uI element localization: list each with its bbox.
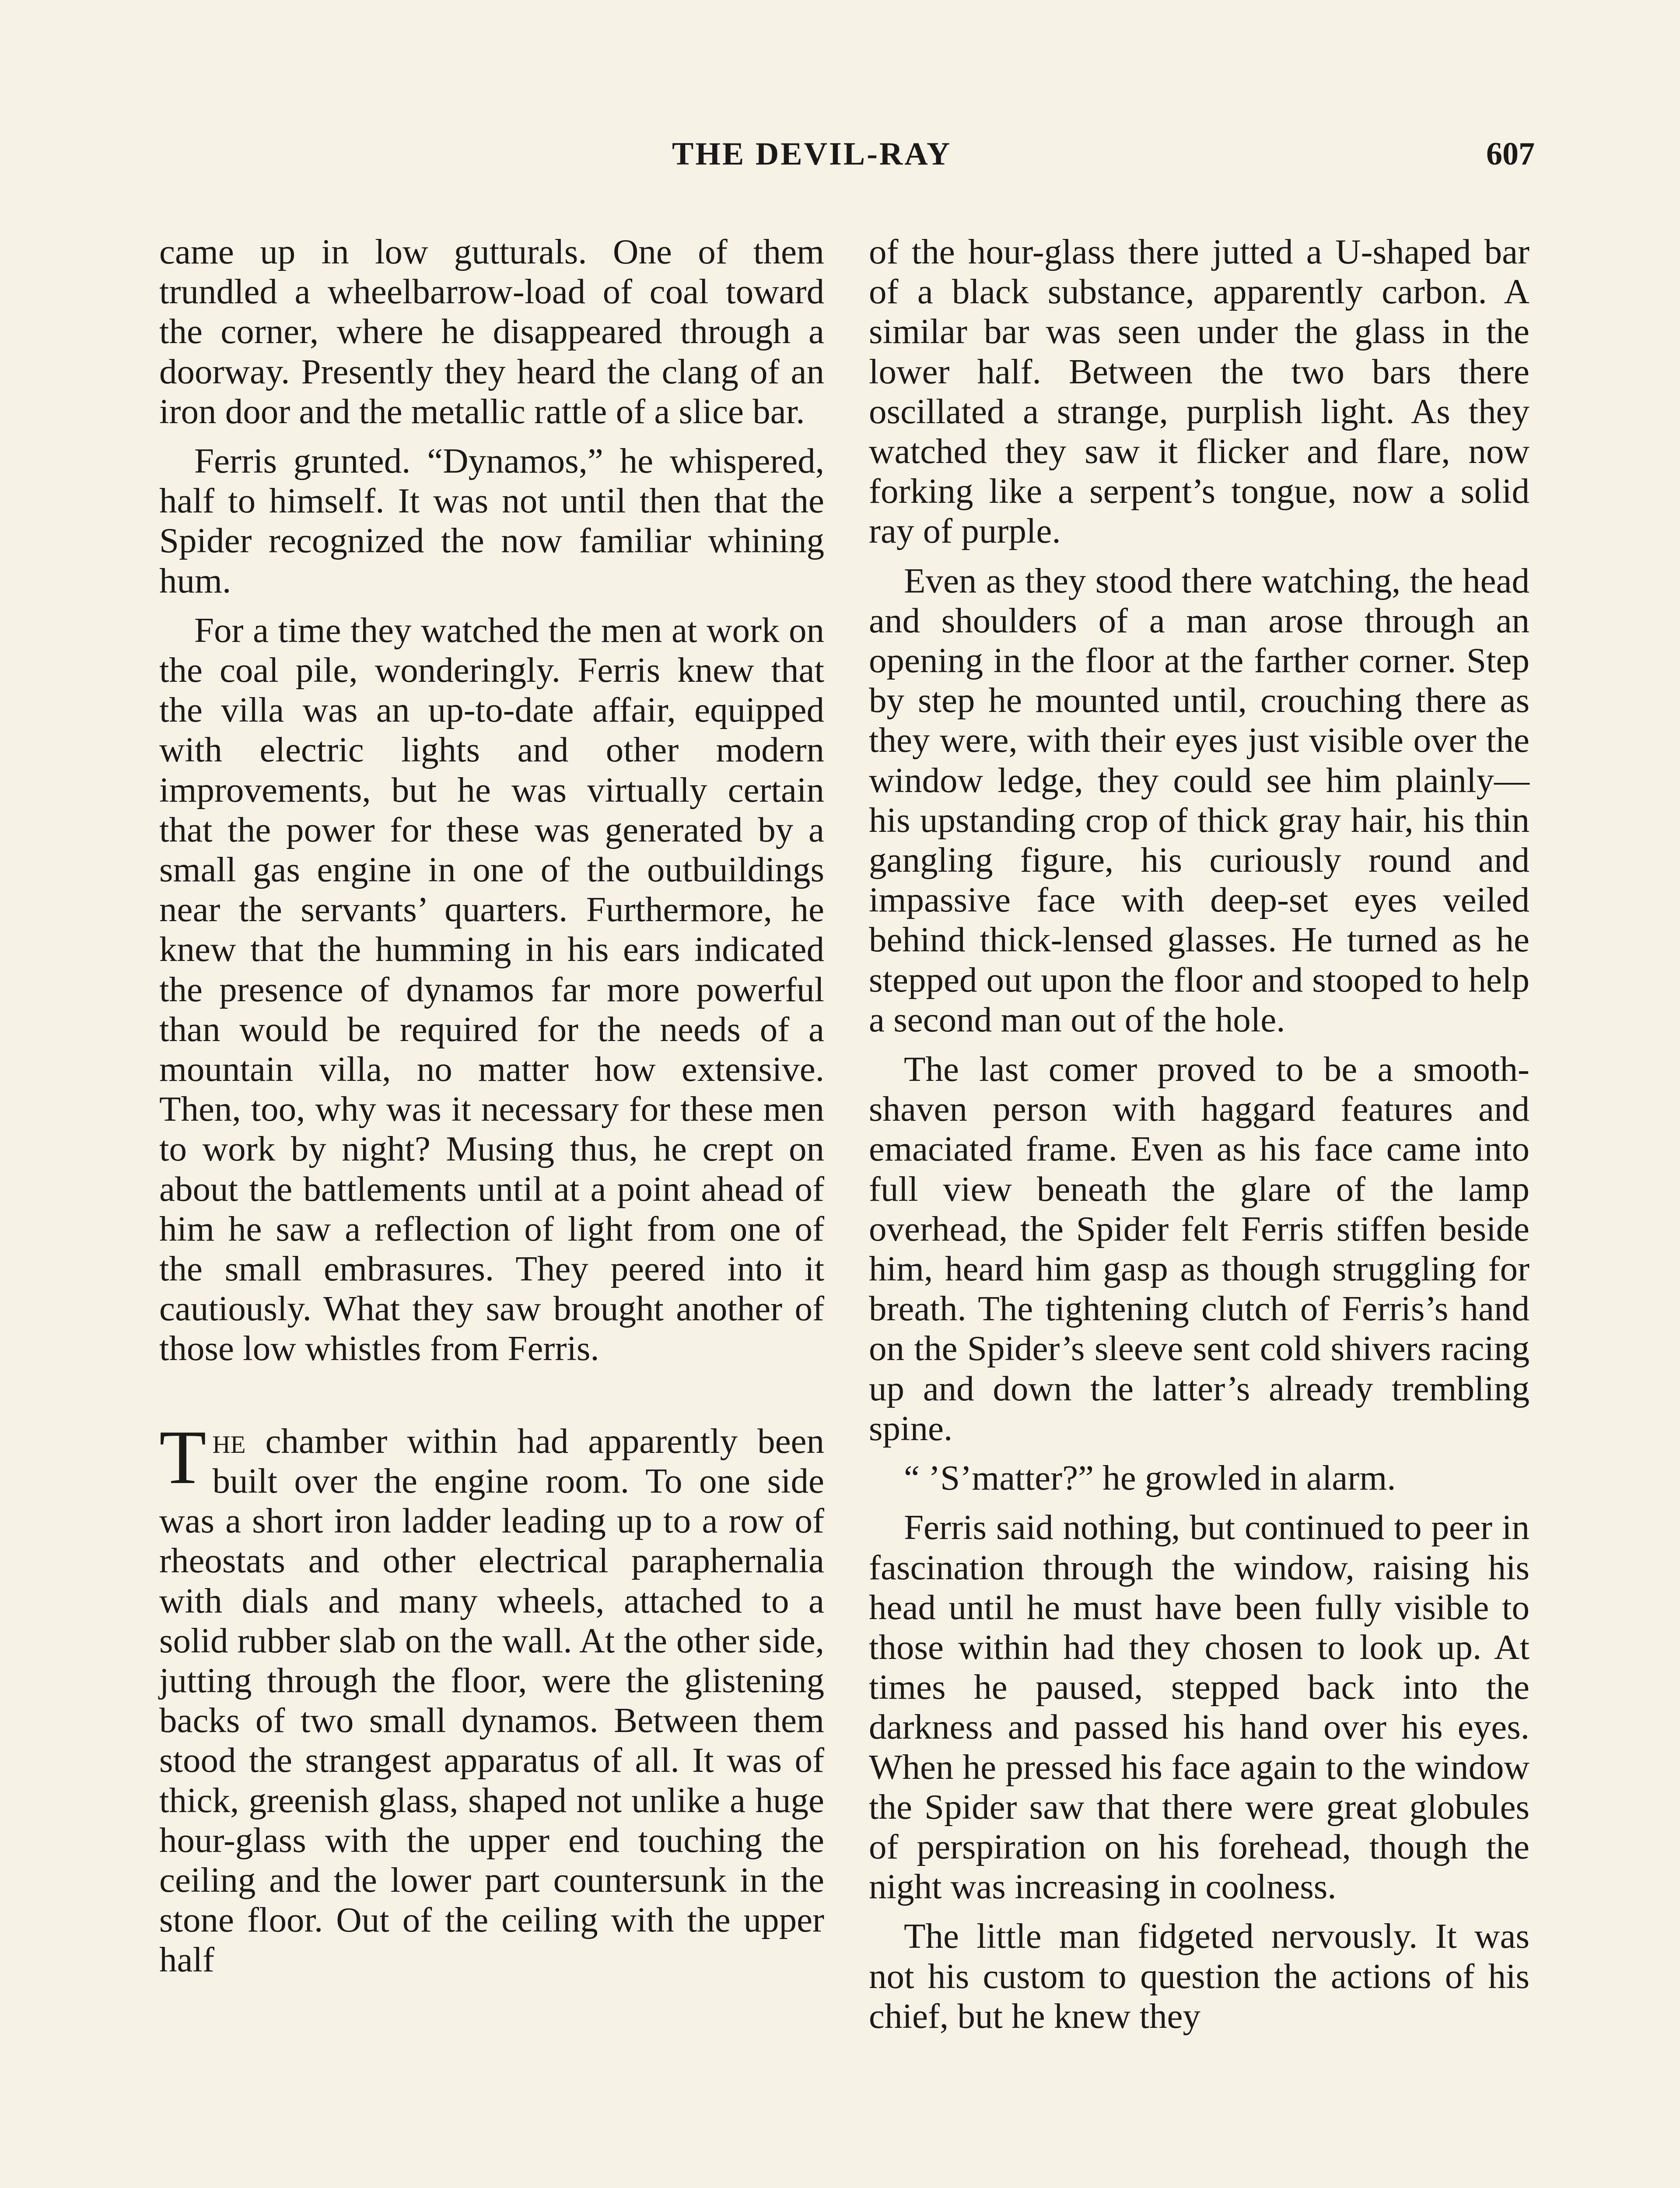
left-column <box>159 232 824 1990</box>
right-column <box>869 232 1530 2046</box>
paragraph: came up in low gutturals. One of them trundled a wheelbarrow-load of coal toward the corner, where he disappeared through a doorway. Presently they heard the clang of an iron door and the metallic rattle of a slice bar. <box>159 232 824 431</box>
paragraph: For a time they watched the men at work on the coal pile, wonderingly. Ferris knew that the villa was an up-to-date affair, equipped with electric lights and other modern improvements, but he was virtually certain that the power for these was generated by a small gas engine in one of the outbuildings near the servants’ quarters. Furthermore, he knew that the humming in his ears indicated the presence of dynamos far more powerful than would be required for the needs of a mountain villa, no matter how extensive. Then, too, why was it necessary for these men to work by night? Musing thus, he crept on about the battlements until at a point ahead of him he saw a reflection of light from one of the small embrasures. They peered into it cautiously. What they saw brought another of those low whistles from Ferris. <box>159 610 824 1368</box>
paragraph: Even as they stood there watching, the head and shoulders of a man arose through an opening in the floor at the farther corner. Step by step he mounted until, crouching there as they were, with their eyes just visible over the window ledge, they could see him plainly—his upstanding crop of thick gray hair, his thin gangling figure, his curiously round and impassive face with deep-set eyes veiled behind thick-lensed glasses. He turned as he stepped out upon the floor and stooped to help a second man out of the hole. <box>869 561 1530 1039</box>
drop-cap: T <box>159 1414 206 1500</box>
page-number: 607 <box>1486 136 1535 172</box>
paragraph: The little man fidgeted nervously. It was not his custom to question the actions of his chief, but he knew they <box>869 1916 1530 2036</box>
paragraph: “ ’S’matter?” he growled in alarm. <box>904 1458 1396 1498</box>
small-caps-lead: he <box>212 1421 246 1461</box>
running-head: THE DEVIL-RAY <box>672 136 952 172</box>
paragraph: of the hour-glass there jutted a U-shaped bar of a black substance, apparently carbon. A similar bar was seen under the glass in the lower half. Between the two bars there oscillated a strange, purplish light. As they watched they saw it flicker and flare, now forking like a serpent’s tongue, now a solid ray of purple. <box>869 232 1530 551</box>
paragraph: The last comer proved to be a smooth-shaven person with haggard features and emaciated frame. Even as his face came into full view beneath the glare of the lamp overhead, the Spider felt Ferris stiffen beside him, heard him gasp as though struggling for breath. The tightening clutch of Ferris’s hand on the Spider’s sleeve sent cold shivers racing up and down the latter’s already trembling spine. <box>869 1049 1530 1448</box>
section-opening-paragraph <box>159 1414 824 1980</box>
paragraph: Ferris grunted. “Dynamos,” he whispered, half to himself. It was not until then that the Spider recognized the now familiar whining hum. <box>159 441 824 600</box>
section-text: chamber within had apparently been built over the engine room. To one side was a short iron ladder leading up to a row of rheostats and other electrical paraphernalia with dials and many wheels, attached to a solid rubber slab on the wall. At the other side, jutting through the floor, were the glistening backs of two small dynamos. Between them stood the strangest apparatus of all. It was of thick, greenish glass, shaped not unlike a huge hour-glass with the upper end touching the ceiling and the lower part countersunk in the stone floor. Out of the ceiling with the upper half <box>159 1421 824 1980</box>
paragraph: Ferris said nothing, but continued to peer in fascination through the window, raising his head until he must have been fully visible to those within had they chosen to look up. At times he paused, stepped back into the darkness and passed his hand over his eyes. When he pressed his face again to the window the Spider saw that there were great globules of perspiration on his forehead, though the night was increasing in coolness. <box>869 1508 1530 1907</box>
